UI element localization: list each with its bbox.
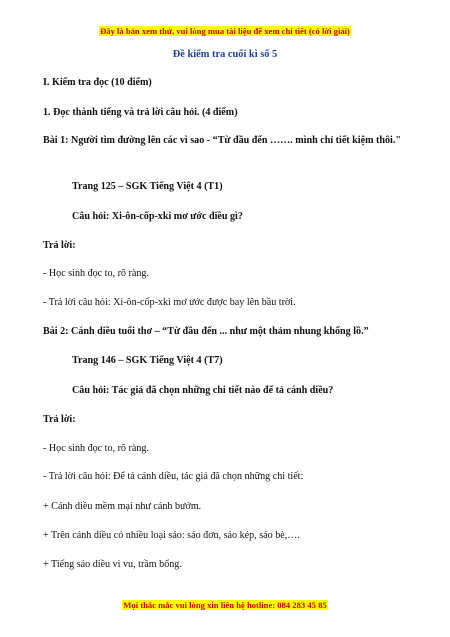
exercise-2-answer-line: + Cánh diều mềm mại như cánh bướm. [43,501,202,512]
exercise-1-heading: Bài 1: Người tìm đường lên các vì sao - “Từ đầu đến ……. mình chỉ tiết kiệm thôi." [43,135,401,146]
exercise-2-answer-line: + Trên cánh diều có nhiều loại sáo: sáo đơn, sáo kép, sáo bè,…. [43,530,300,541]
preview-notice-text: Đây là bản xem thử, vui lòng mua tài liệu để xem chi tiết (có lời giải) [100,26,350,36]
exercise-2-answer-label: Trả lời: [43,414,76,425]
exercise-1-page-ref: Trang 125 – SGK Tiếng Việt 4 (T1) [72,181,223,192]
exercise-2-page-ref: Trang 146 – SGK Tiếng Việt 4 (T7) [72,355,223,366]
preview-notice-banner [0,26,450,36]
exercise-2-heading: Bài 2: Cánh diều tuổi thơ – “Từ đầu đến ... như một thảm nhung khổng lồ.” [43,326,369,337]
exercise-2-answer-line: - Học sinh đọc to, rõ ràng. [43,443,149,454]
exercise-1-answer-label: Trả lời: [43,240,76,251]
exercise-1-answer-line: - Trả lời câu hỏi: Xi-ôn-cốp-xki mơ ước được bay lên bầu trời. [43,297,296,308]
document-title: Đề kiểm tra cuối kì số 5 [172,49,278,60]
subsection-heading: 1. Đọc thành tiếng và trả lời câu hỏi. (4 điểm) [43,107,238,118]
exercise-2-question: Câu hỏi: Tác giả đã chọn những chi tiết nào để tả cánh diều? [72,385,334,396]
hotline-text: Mọi thắc mắc vui lòng xin liên hệ hotline: 084 283 45 85 [123,600,327,610]
exercise-2-answer-line: - Trả lời câu hỏi: Để tả cánh diều, tác giả đã chọn những chi tiết: [43,471,304,482]
exercise-1-answer-line: - Học sinh đọc to, rõ ràng. [43,268,149,279]
exercise-2-answer-line: + Tiếng sáo diều vi vu, trầm bổng. [43,559,182,570]
section-heading: I. Kiểm tra đọc (10 điểm) [43,77,152,88]
exercise-1-question: Câu hỏi: Xi-ôn-cốp-xki mơ ước điều gì? [72,211,243,222]
hotline-banner [0,600,450,610]
